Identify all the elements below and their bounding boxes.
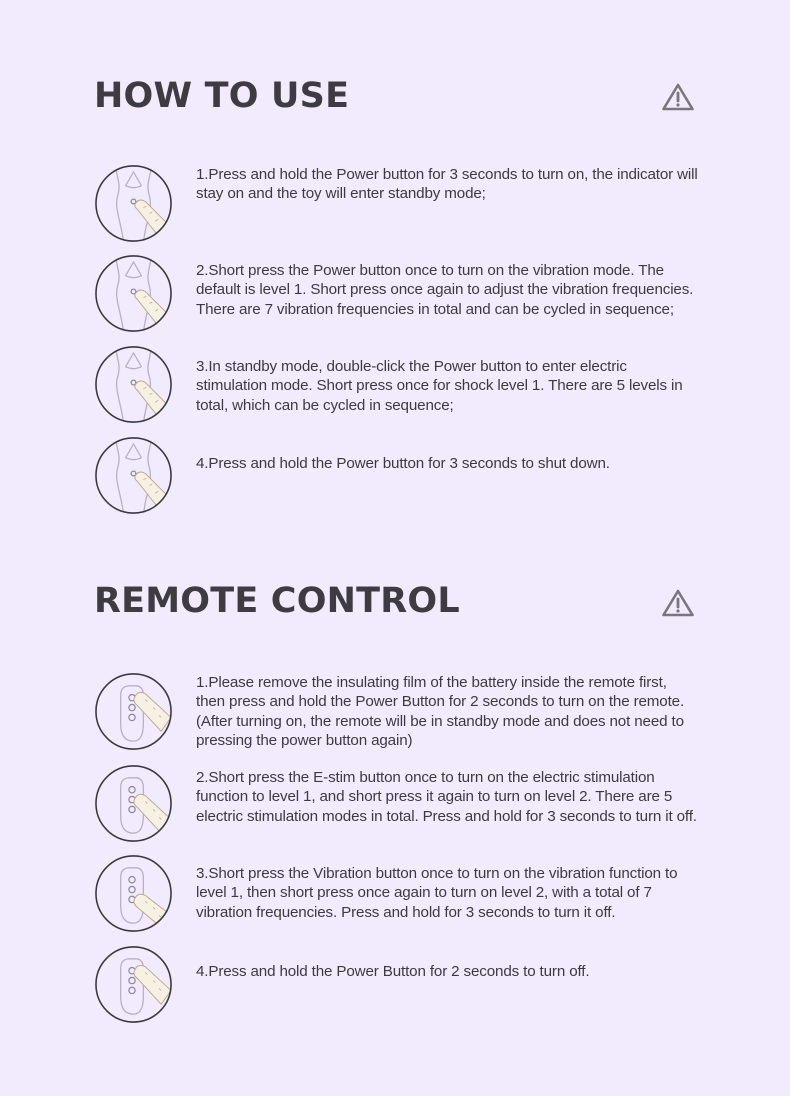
toy-power-press-icon [94,345,173,424]
toy-power-press-icon [94,164,173,243]
warning-triangle-icon [661,588,695,618]
step-text: 4.Press and hold the Power button for 3 seconds to shut down. [196,455,610,472]
step-text: 2.Short press the Power button once to turn on the vibration mode. The default is level 1. Short press once again to adjust the vibration frequencies. There are 7 vibration frequencies in total and can be cycled in sequence; [196,262,694,318]
step-text: 3.In standby mode, double-click the Power button to enter electric stimulation mode. Short press once for shock level 1. There are 5 levels in total, which can be cycled in sequence; [196,358,683,414]
step-text: 3.Short press the Vibration button once to turn on the vibration function to level 1, then short press once again to turn on level 2, with a total of 7 vibration frequencies. Press and hold for 3 seconds to turn it off. [196,865,678,921]
toy-power-press-icon [94,436,173,515]
how-to-use-title: HOW TO USE [94,76,350,116]
remote-middle-button-press-icon [94,764,173,843]
step-text: 2.Short press the E-stim button once to turn on the electric stimulation function to level 1, and short press it again to turn on level 2. There are 5 electric stimulation modes in total. Press and hold for 3 seconds to turn it off. [196,769,697,825]
warning-triangle-icon [661,82,695,112]
toy-power-press-icon [94,254,173,333]
step-text: 4.Press and hold the Power Button for 2 seconds to turn off. [196,963,590,980]
remote-control-title: REMOTE CONTROL [94,581,460,621]
step-text: 1.Please remove the insulating film of the battery inside the remote first, then press and hold the Power Button for 2 seconds to turn on the remote. (After turning on, the remote will be in standby mode and does not need to pressing the power button again) [196,674,685,749]
remote-top-button-press-icon [94,945,173,1024]
remote-top-button-press-icon [94,672,173,751]
remote-bottom-button-press-icon [94,854,173,933]
step-text: 1.Press and hold the Power button for 3 seconds to turn on, the indicator will stay on and the toy will enter standby mode; [196,166,698,203]
